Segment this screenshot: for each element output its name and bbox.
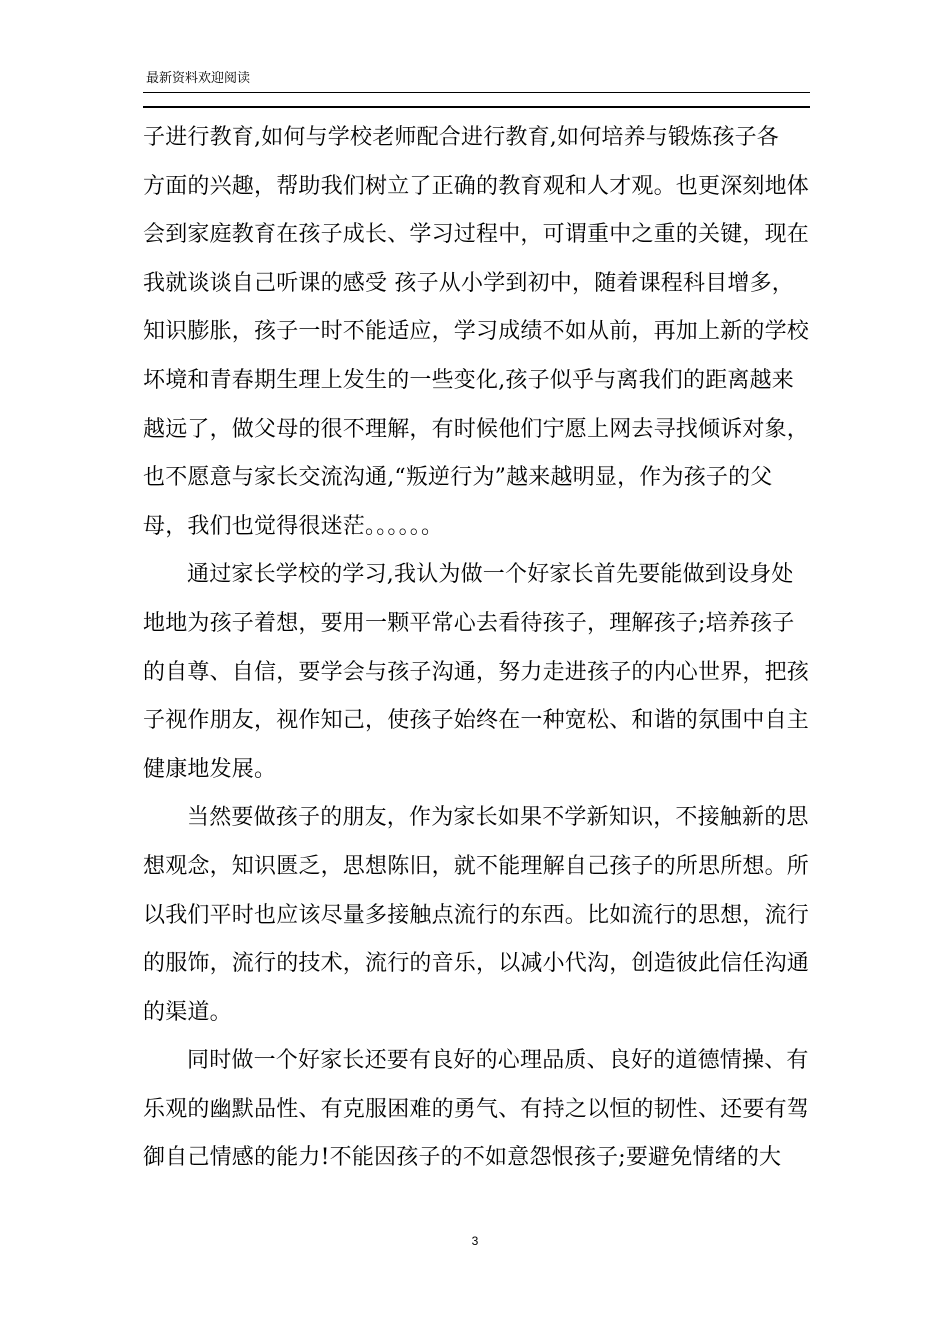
text-line: 子进行教育,如何与学校老师配合进行教育,如何培养与锻炼孩子各 [143,125,779,150]
text-line: 地地为孩子着想，要用一颗平常心去看待孩子，理解孩子;培养孩子 [143,610,795,636]
body-text [143,114,813,1183]
text-line: 会到家庭教育在孩子成长、学习过程中，可谓重中之重的关键，现在 [143,222,810,248]
text-line: 也不愿意与家长交流沟通,“叛逆行为”越来越明显，作为孩子的父 [143,465,773,491]
paragraph-start-line: 当然要做孩子的朋友，作为家长如果不学新知识，不接触新的思 [187,805,809,831]
page-number: 3 [471,1234,479,1248]
text-line: 母，我们也觉得很迷茫。。。。。。 [143,513,444,539]
text-line: 的渠道。 [143,999,232,1025]
paragraph-start-line: 同时做一个好家长还要有良好的心理品质、良好的道德情操、有 [187,1048,809,1074]
text-line: 的自尊、自信，要学会与孩子沟通，努力走进孩子的内心世界，把孩 [143,659,810,685]
text-line: 方面的兴趣，帮助我们树立了正确的教育观和人才观。也更深刻地体 [143,173,810,199]
text-line: 坏境和青春期生理上发生的一些变化,孩子似乎与离我们的距离越来 [143,367,794,393]
text-line: 知识膨胀，孩子一时不能适应，学习成绩不如从前，再加上新的学校 [143,319,810,345]
text-line: 越远了，做父母的很不理解，有时候他们宁愿上网去寻找倾诉对象， [143,416,810,442]
text-line: 以我们平时也应该尽量多接触点流行的东西。比如流行的思想，流行 [143,902,810,928]
text-line: 我就谈谈自己听课的感受 孩子从小学到初中，随着课程科目增多， [143,270,794,296]
header-rule-thin [143,92,810,93]
text-line: 御自己情感的能力!不能因孩子的不如意怨恨孩子;要避免情绪的大 [143,1145,782,1171]
paragraph-start-line: 通过家长学校的学习,我认为做一个好家长首先要能做到设身处 [187,562,794,588]
text-line: 的服饰，流行的技术，流行的音乐，以减小代沟，创造彼此信任沟通 [143,951,810,977]
page-header: 最新资料欢迎阅读 [146,71,251,86]
text-line: 健康地发展。 [143,756,277,782]
text-line: 想观念，知识匮乏，思想陈旧，就不能理解自己孩子的所思所想。所 [143,853,810,879]
text-line: 子视作朋友，视作知己，使孩子始终在一种宽松、和谐的氛围中自主 [143,708,810,734]
header-rule-thick [143,106,810,108]
text-line: 乐观的幽默品性、有克服困难的勇气、有持之以恒的韧性、还要有驾 [143,1096,810,1122]
